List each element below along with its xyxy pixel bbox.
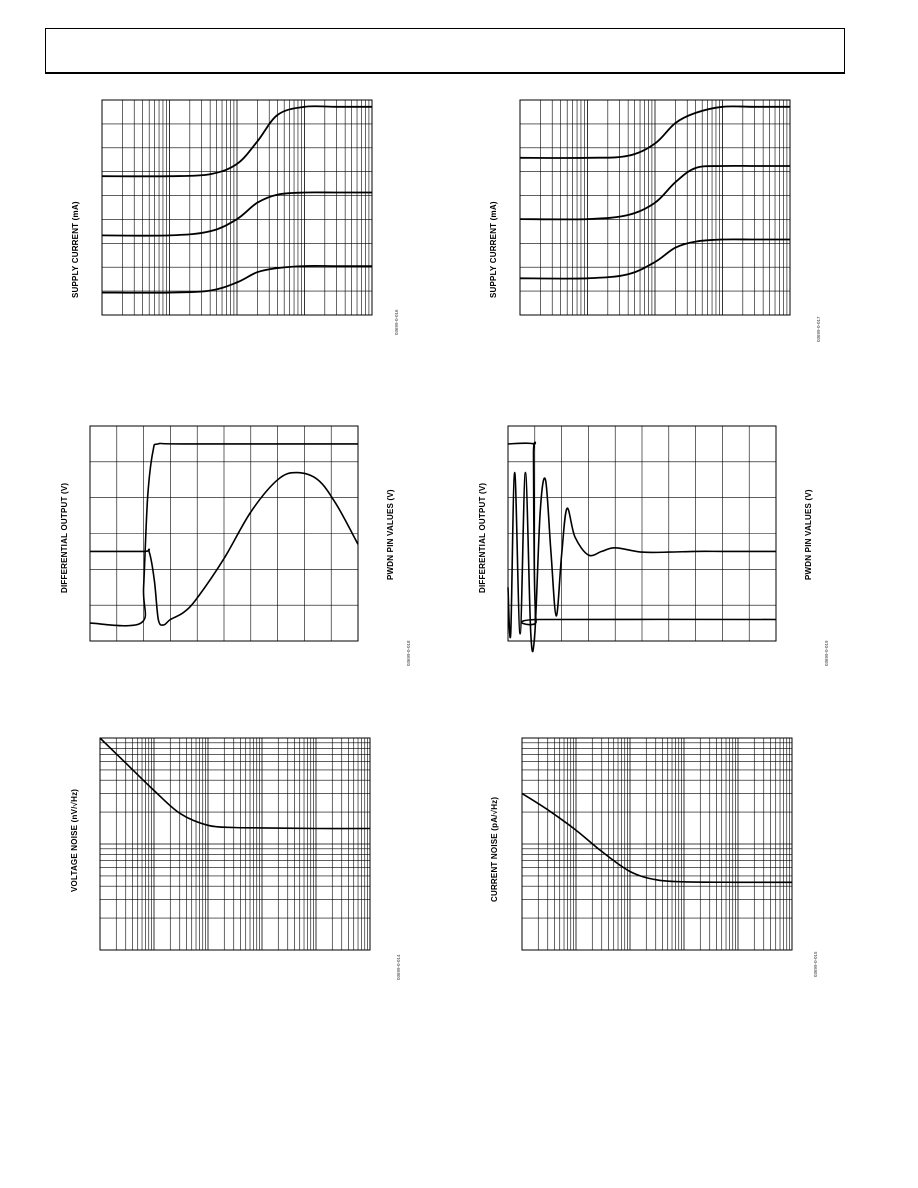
y-axis-label: VOLTAGE NOISE (nV/√Hz) [70,788,79,892]
series-line-1 [100,738,370,829]
figure-id: 03699-0-018 [406,640,411,666]
current-noise-chart [480,730,830,990]
y-axis-label: SUPPLY CURRENT (mA) [71,201,80,298]
page-header-box [45,28,845,74]
y-axis-label: DIFFERENTIAL OUTPUT (V) [60,482,69,593]
pwdn-response-chart-left-svg [50,418,420,678]
supply-current-chart-right [478,90,838,350]
figure-id: 03699-0-014 [396,954,401,980]
y2-axis-label: PWDN PIN VALUES (V) [386,489,395,580]
supply-current-chart-right-svg [478,90,838,350]
y-axis-label: DIFFERENTIAL OUTPUT (V) [478,482,487,593]
figure-id: 03699-0-016 [394,309,399,335]
y2-axis-label: PWDN PIN VALUES (V) [804,489,813,580]
figure-id: 03699-0-017 [816,316,821,342]
figure-id: 03699-0-019 [824,640,829,666]
current-noise-chart-svg [480,730,830,990]
supply-current-chart-left-svg [60,90,410,350]
figure-id: 03699-0-015 [813,951,818,977]
series-line-1 [522,793,792,882]
pwdn-response-chart-right-svg [468,418,838,678]
y-axis-label: SUPPLY CURRENT (mA) [489,201,498,298]
supply-current-chart-left [60,90,410,350]
pwdn-response-chart-left [50,418,420,678]
voltage-noise-chart [60,730,410,990]
voltage-noise-chart-svg [60,730,410,990]
y-axis-label: CURRENT NOISE (pA/√Hz) [490,796,499,902]
pwdn-response-chart-right [468,418,838,678]
